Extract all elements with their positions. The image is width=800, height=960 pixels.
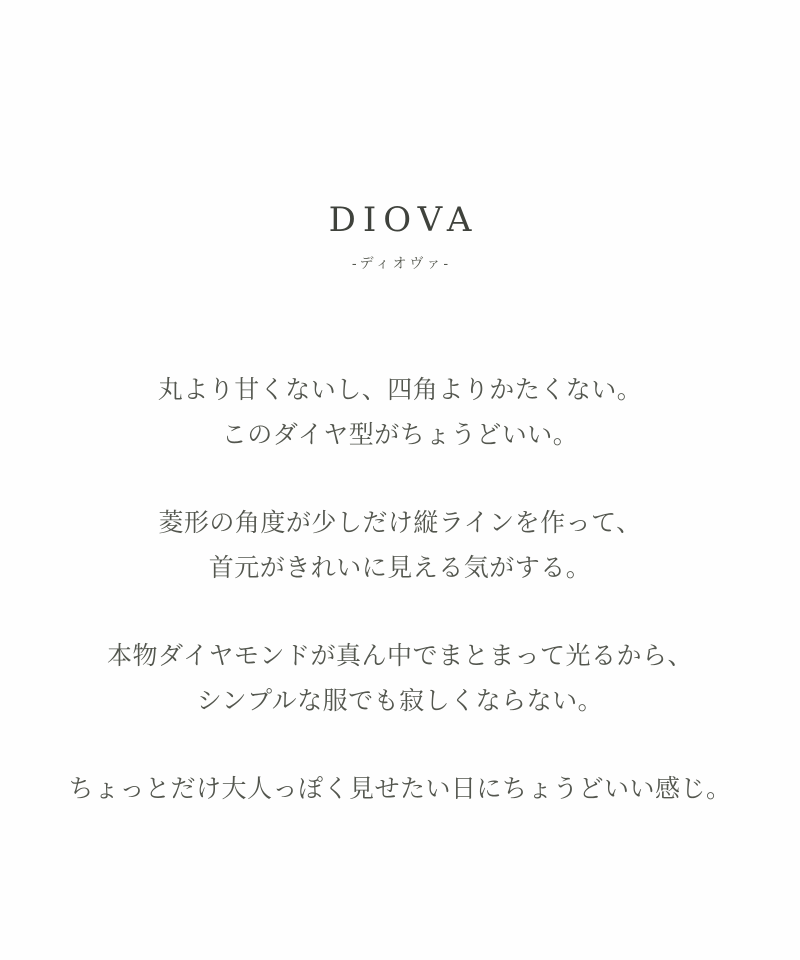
description-line: このダイヤ型がちょうどいい。 — [221, 420, 579, 449]
brand-header — [0, 0, 800, 273]
product-description — [0, 367, 800, 811]
description-line: 菱形の角度が少しだけ縦ラインを作って、 — [158, 508, 642, 537]
description-line: ちょっとだけ大人っぽく見せたい日にちょうどいい感じ。 — [68, 774, 732, 803]
description-line: 本物ダイヤモンドが真ん中でまとまって光るから、 — [106, 641, 693, 670]
description-line: 首元がきれいに見える気がする。 — [208, 553, 592, 582]
description-paragraph-1 — [0, 367, 800, 457]
brand-subtitle: -ディオヴァ- — [351, 256, 452, 272]
description-paragraph-3 — [0, 633, 800, 723]
brand-title: DIOVA — [328, 200, 479, 240]
description-paragraph-2 — [0, 500, 800, 590]
description-paragraph-4 — [0, 766, 800, 811]
description-line: シンプルな服でも寂しくならない。 — [196, 686, 604, 715]
description-line: 丸より甘くないし、四角よりかたくない。 — [157, 375, 643, 404]
